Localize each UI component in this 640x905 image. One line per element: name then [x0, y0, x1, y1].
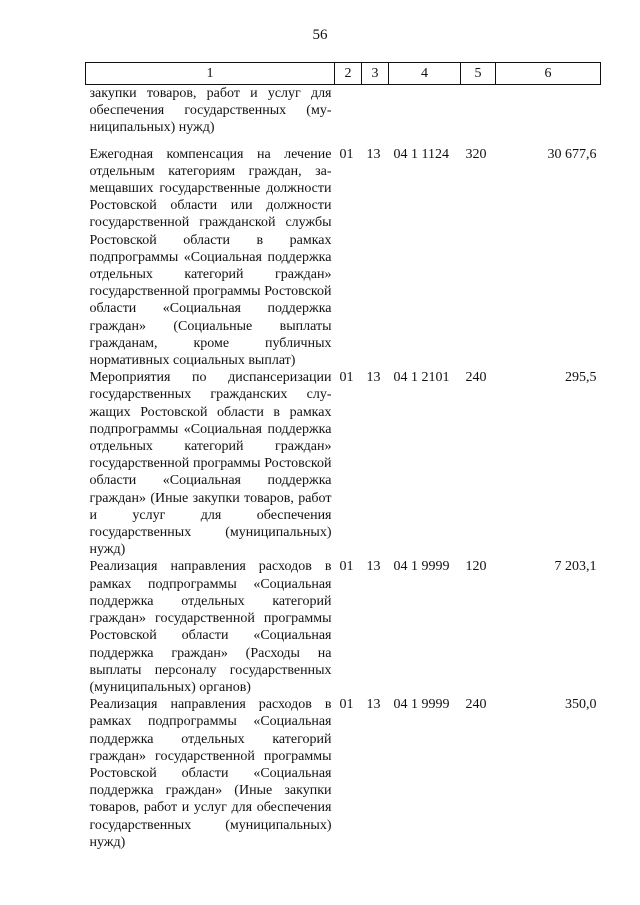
row-description: Реализация направления расходов в рамках подпрограммы «Социальная поддержка отдельных категорий граждан» государственной программы Ростовской области «Социальная поддержка граждан» (Расходы на выплаты персоналу государственных (муниципальных) органов): [89, 559, 332, 695]
row-target-article-code: 04 1 1124: [393, 146, 449, 162]
column-header-2: 2: [335, 63, 362, 85]
row-section-code: 01: [339, 697, 354, 713]
row-amount: 350,0: [565, 697, 597, 713]
row-section-code: 01: [339, 370, 354, 386]
row-expense-type-code: 240: [465, 697, 487, 713]
column-header-5: 5: [461, 63, 496, 85]
column-header-4: 4: [389, 63, 461, 85]
row-subsection-code: 13: [366, 559, 381, 575]
row-section-code: 01: [339, 146, 354, 162]
row-description: Реализация направления расходов в рамках подпрограммы «Социальная поддержка отдельных категорий граждан» государственной программы Ростовской области «Социальная поддержка граждан» (Иные закупки товаров, работ и услуг для обеспечения государственных (муниципальных) нужд): [89, 697, 332, 850]
row-target-article-code: 04 1 9999: [393, 559, 450, 575]
row-target-article-code: 04 1 2101: [393, 370, 450, 386]
row-subsection-code: 13: [366, 697, 381, 713]
row-subsection-code: 13: [366, 370, 381, 386]
budget-table: [85, 62, 601, 851]
column-header-6: 6: [496, 63, 601, 85]
row-target-article-code: 04 1 9999: [393, 697, 450, 713]
continuation-row: [86, 85, 601, 137]
column-header-1: 1: [86, 63, 335, 85]
row-description: Ежегодная компенсация на лечение отдельным категориям граждан, замещавших государственные должности Ростовской области или должности государственной гражданской службы Ростовской области в рамках подпрограммы «Социальная поддержка отдельных категорий граждан» государственной программы Ростовской области «Социальная поддержка граждан» (Социальные выплаты гражданам, кроме публичных нормативных социальных выплат): [89, 146, 332, 369]
row-subsection-code: 13: [366, 146, 381, 162]
table-header-row: [86, 63, 601, 85]
page-number: 56: [312, 27, 328, 43]
table-row: [86, 696, 601, 851]
row-description: Мероприятия по диспансеризации государственных гражданских служащих Ростовской области в рамках подпрограммы «Социальная поддержка отдельных категорий граждан» государственной программы Ростовской области «Социальная поддержка граждан» (Иные закупки товаров, работ и услуг для обеспечения государственных (муниципальных) нужд): [89, 370, 332, 558]
row-expense-type-code: 120: [465, 559, 487, 575]
row-expense-type-code: 320: [465, 146, 487, 162]
row-amount: 7 203,1: [554, 559, 597, 575]
table-row: [86, 369, 601, 558]
table-row: [86, 558, 601, 696]
row-amount: 295,5: [565, 370, 597, 386]
row-expense-type-code: 240: [465, 370, 487, 386]
row-section-code: 01: [339, 559, 354, 575]
continuation-text: закупки товаров, работ и услуг для обеспечения государственных (муниципальных) нужд): [89, 86, 332, 136]
column-header-3: 3: [362, 63, 389, 85]
row-amount: 30 677,6: [547, 146, 597, 162]
table-row: [86, 137, 601, 370]
